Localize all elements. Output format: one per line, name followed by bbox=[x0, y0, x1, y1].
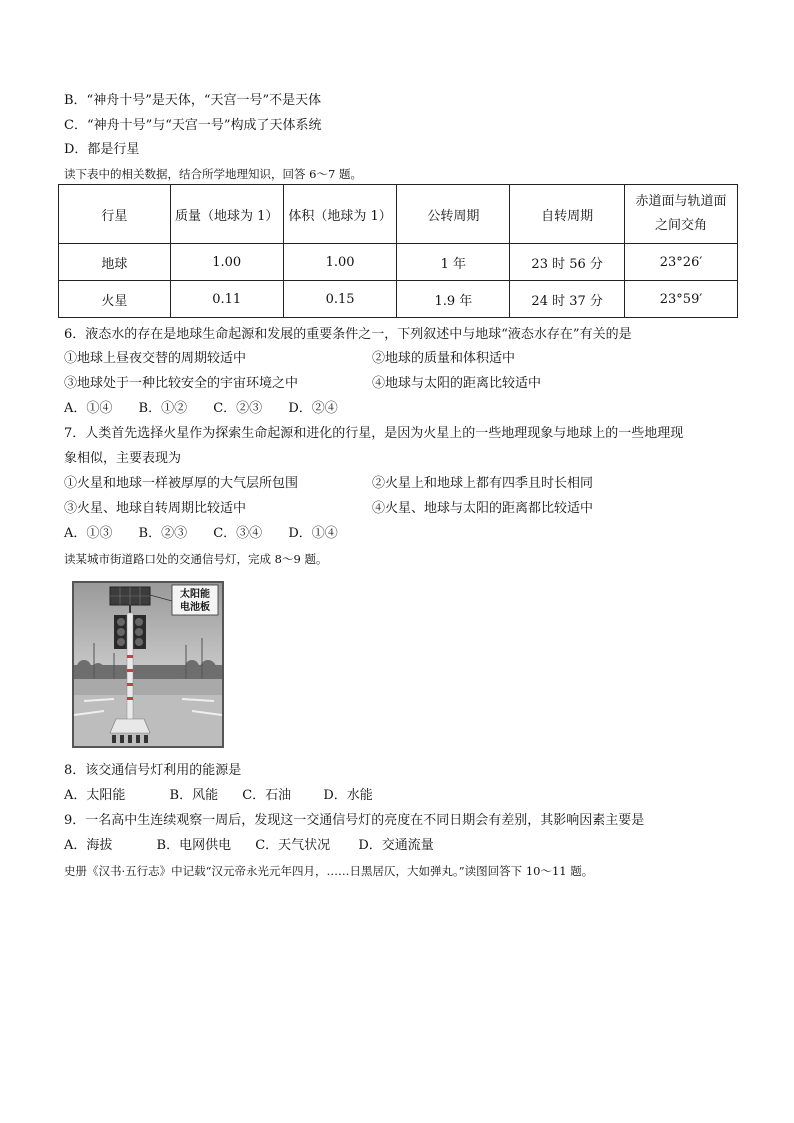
header-obliquity-line2: 之间交角 bbox=[655, 218, 708, 233]
q7-stem-line2: 象相似，主要表现为 bbox=[64, 451, 182, 466]
intro-8-9: 读某城市街道路口处的交通信号灯，完成 8～9 题。 bbox=[64, 552, 328, 566]
q8-choice-d: D．水能 bbox=[323, 788, 373, 803]
q8-choice-b: B．风能 bbox=[169, 788, 219, 803]
q7-choice-c: C．③④ bbox=[213, 526, 263, 541]
cell-mars-obliquity: 23°59′ bbox=[625, 281, 738, 318]
cell-earth-rotation: 23 时 56 分 bbox=[510, 244, 625, 281]
cell-mars-volume: 0.15 bbox=[283, 281, 397, 318]
q7-choice-a: A．①③ bbox=[64, 526, 113, 541]
header-volume: 体积（地球为 1） bbox=[283, 185, 397, 244]
cell-mars-revolution: 1.9 年 bbox=[397, 281, 510, 318]
photo-label-line2: 电池板 bbox=[180, 602, 210, 613]
photo-label-line1: 太阳能 bbox=[180, 589, 210, 600]
cell-mars-name: 火星 bbox=[59, 281, 171, 318]
q5-option-b: B．“神舟十号”是天体，“天宫一号”不是天体 bbox=[64, 93, 322, 108]
q7-item-3: ③火星、地球自转周期比较适中 bbox=[64, 501, 247, 516]
q8-choice-a: A．太阳能 bbox=[64, 788, 126, 803]
q7-choice-d: D．①④ bbox=[288, 526, 338, 541]
cell-earth-name: 地球 bbox=[59, 244, 171, 281]
planet-data-table bbox=[58, 184, 738, 318]
header-obliquity-line1: 赤道面与轨道面 bbox=[635, 194, 727, 209]
cell-earth-revolution: 1 年 bbox=[397, 244, 510, 281]
intro-10-11: 史册《汉书·五行志》中记载“汉元帝永光元年四月，……日黑居仄，大如弹丸。”读图回答下 10～11 题。 bbox=[64, 864, 594, 878]
q7-item-4: ④火星、地球与太阳的距离都比较适中 bbox=[372, 501, 594, 516]
q7-choice-b: B．②③ bbox=[138, 526, 188, 541]
q6-item-4: ④地球与太阳的距离比较适中 bbox=[372, 376, 542, 391]
cell-mars-rotation: 24 时 37 分 bbox=[510, 281, 625, 318]
cell-mars-mass: 0.11 bbox=[170, 281, 283, 318]
q5-option-d: D．都是行星 bbox=[64, 142, 140, 157]
q6-choice-b: B．①② bbox=[138, 401, 188, 416]
q6-choices bbox=[64, 400, 338, 418]
q8-stem: 8．该交通信号灯利用的能源是 bbox=[64, 763, 242, 778]
q7-item-2: ②火星上和地球上都有四季且时长相同 bbox=[372, 476, 594, 491]
table-row-earth bbox=[59, 244, 738, 281]
q7-choices bbox=[64, 525, 338, 543]
q8-choices bbox=[64, 787, 373, 805]
header-mass: 质量（地球为 1） bbox=[170, 185, 283, 244]
table-row-mars bbox=[59, 281, 738, 318]
q6-choice-a: A．①④ bbox=[64, 401, 113, 416]
q9-choices bbox=[64, 837, 434, 855]
cell-earth-volume: 1.00 bbox=[283, 244, 397, 281]
q6-choice-d: D．②④ bbox=[288, 401, 338, 416]
q8-choice-c: C．石油 bbox=[242, 788, 292, 803]
q6-item-3: ③地球处于一种比较安全的宇宙环境之中 bbox=[64, 376, 299, 391]
header-obliquity bbox=[625, 185, 738, 244]
q7-stem-line1: 7．人类首先选择火星作为探索生命起源和进化的行星，是因为火星上的一些地理现象与地球上的一些地理现 bbox=[64, 426, 684, 441]
q9-choice-a: A．海拔 bbox=[64, 838, 113, 853]
q6-stem: 6．液态水的存在是地球生命起源和发展的重要条件之一，下列叙述中与地球“液态水存在”有关的是 bbox=[64, 327, 632, 342]
intro-6-7: 读下表中的相关数据，结合所学地理知识，回答 6～7 题。 bbox=[64, 167, 362, 181]
q6-item-1: ①地球上昼夜交替的周期较适中 bbox=[64, 351, 247, 366]
traffic-light-photo bbox=[72, 581, 224, 748]
q9-choice-b: B．电网供电 bbox=[156, 838, 232, 853]
cell-earth-obliquity: 23°26′ bbox=[625, 244, 738, 281]
q9-choice-d: D．交通流量 bbox=[358, 838, 434, 853]
q9-stem: 9．一名高中生连续观察一周后，发现这一交通信号灯的亮度在不同日期会有差别，其影响因素主要是 bbox=[64, 813, 645, 828]
header-planet: 行星 bbox=[59, 185, 171, 244]
header-revolution: 公转周期 bbox=[397, 185, 510, 244]
q5-option-c: C．“神舟十号”与“天宫一号”构成了天体系统 bbox=[64, 118, 322, 133]
traffic-light-illustration bbox=[74, 583, 222, 746]
q6-item-2: ②地球的质量和体积适中 bbox=[372, 351, 516, 366]
table-header-row bbox=[59, 185, 738, 244]
q9-choice-c: C．天气状况 bbox=[255, 838, 331, 853]
q6-choice-c: C．②③ bbox=[213, 401, 263, 416]
q7-item-1: ①火星和地球一样被厚厚的大气层所包围 bbox=[64, 476, 299, 491]
cell-earth-mass: 1.00 bbox=[170, 244, 283, 281]
header-rotation: 自转周期 bbox=[510, 185, 625, 244]
